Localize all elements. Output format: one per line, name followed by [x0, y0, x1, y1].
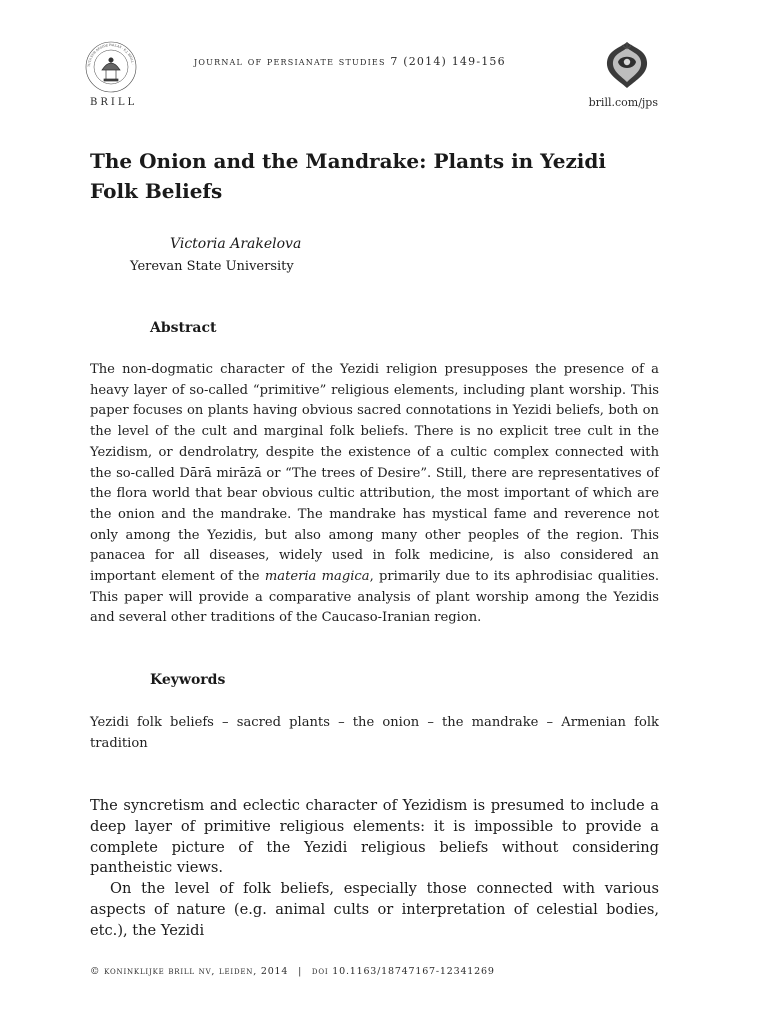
copyright-symbol: ©: [90, 966, 101, 977]
page-footer: [90, 966, 495, 977]
footer-separator: |: [298, 966, 303, 977]
author-name: Victoria Arakelova: [170, 236, 302, 252]
copyright-holder: koninklijke brill nv, leiden, 2014: [104, 966, 289, 977]
brill-seal-logo: [84, 40, 138, 94]
doi[interactable]: doi 10.1163/18747167-12341269: [311, 966, 495, 977]
keywords-text: Yezidi folk beliefs – sacred plants – the onion – the mandrake – Armenian folk tradition: [90, 715, 659, 751]
title-line-1: The Onion and the Mandrake: Plants in Yezidi: [90, 149, 606, 173]
abstract-text: [90, 360, 659, 629]
body-paragraph-2: On the level of folk beliefs, especially those connected with various aspects of nature (e.g. animal cults or interpretation of celestial bodies, etc.), the Yezidi: [90, 880, 659, 939]
publisher-name: BRILL: [90, 97, 138, 108]
abstract-text-part-2: , primarily due to its aphrodisiac qualities. This paper will provide a comparative analysis of plant worship among the Yezidis and several other traditions of the Caucaso-Iranian region.: [90, 569, 659, 626]
seal-text: TUTA SUB AEGIDE PALLAS · E.J. BRILL ·: [86, 42, 135, 68]
abstract-heading: Abstract: [150, 320, 217, 336]
abstract-text-part-1: The non-dogmatic character of the Yezidi religion presupposes the presence of a heavy layer of so-called “primitive” religious elements, including plant worship. This paper focuses on plants having obvious sacred connotations in Yezidi beliefs, both on the level of the cult and marginal folk beliefs. There is no explicit tree cult in the Yezidism, or dendrolatry, despite the existence of a cultic complex connected with the so-called Dārā mirāzā or “The trees of Desire”. Still, there are representatives of the flora world that bear obvious cultic attribution, the most important of which are the onion and the mandrake. The mandrake has mystical fame and reverence not only among the Yezidis, but also among many other peoples of the region. This panacea for all diseases, widely used in folk medicine, is also considered an important element of the: [90, 362, 659, 585]
article-body: [90, 796, 659, 942]
journal-citation: journal of persianate studies 7 (2014) 149-156: [194, 55, 506, 68]
article-title: [90, 146, 650, 206]
keywords-heading: Keywords: [150, 672, 226, 688]
title-line-2: Folk Beliefs: [90, 179, 223, 203]
journal-url[interactable]: brill.com/jps: [588, 96, 658, 109]
body-paragraph-1: The syncretism and eclectic character of Yezidism is presumed to include a deep layer of primitive religious elements: it is impossible to provide a complete picture of the Yezidi religious beliefs without considering pantheistic views.: [90, 797, 659, 877]
author-affiliation: Yerevan State University: [130, 259, 294, 274]
jps-ornament-logo: [604, 40, 650, 90]
abstract-italic-term: materia magica: [264, 569, 370, 585]
